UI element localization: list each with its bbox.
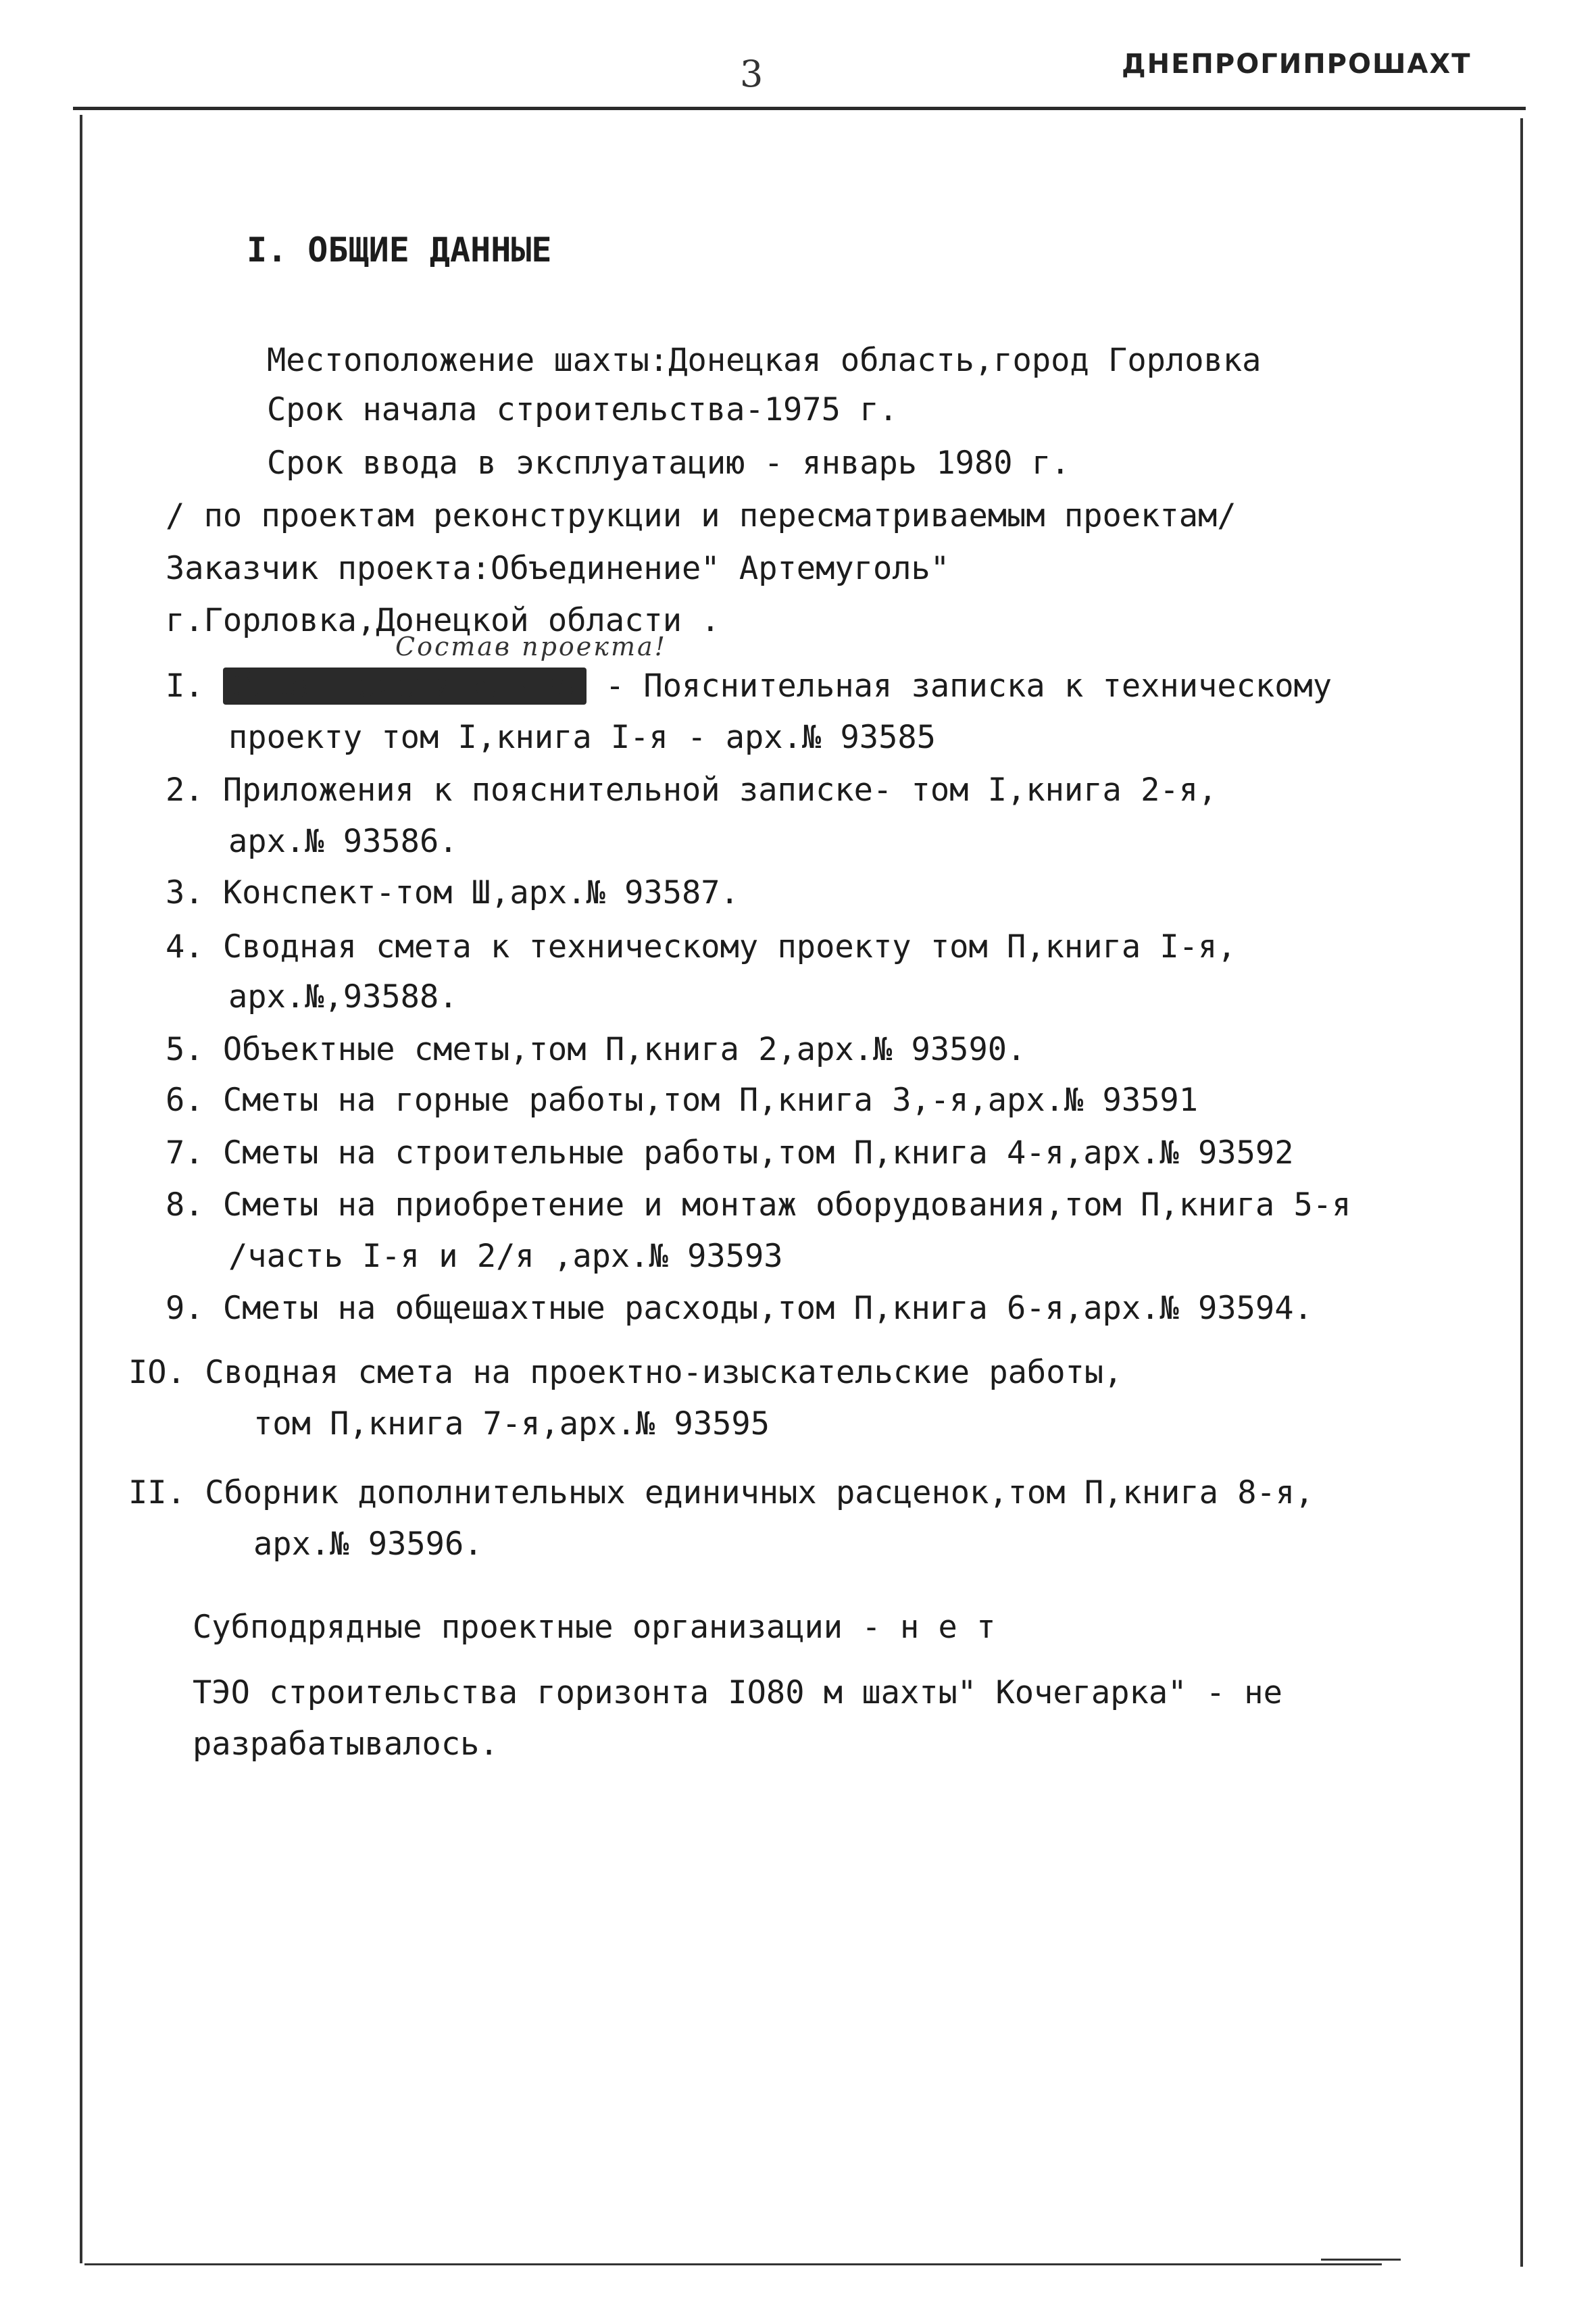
item-number: 3. [166,874,204,911]
list-item [128,1354,1123,1391]
frame-top-border [73,107,1526,110]
frame-bottom-mark [1321,2259,1401,2261]
list-item [166,874,739,911]
projects-note-line: / по проектам реконструкции и пересматриваемым проектам/ [166,497,1237,534]
item-text: Сборник дополнительных единичных расценок,том П,книга 8-я, [205,1474,1314,1511]
construction-start-line: Срок начала строительства-1975 г. [267,391,898,428]
item-text: Сметы на приобретение и монтаж оборудования,том П,книга 5-я [222,1186,1351,1224]
handwritten-note: Состав проекта! [395,632,667,661]
item-text: - Пояснительная записка к техническому [605,668,1332,705]
item-continuation: арх.№ 93586. [228,823,458,860]
item-text: Конспект-том Ш,арх.№ 93587. [222,874,739,911]
item-number: II. [128,1474,186,1511]
list-item [166,772,1218,809]
location-line: Местоположение шахты:Донецкая область,город Горловка [267,342,1262,379]
struck-out-label: Общая пояснительная [222,668,587,705]
item-continuation: том П,книга 7-я,арх.№ 93595 [253,1405,770,1442]
list-item [166,1134,1294,1172]
item-continuation: /часть I-я и 2/я ,арх.№ 93593 [228,1238,783,1275]
item-continuation: арх.№ 93596. [253,1526,483,1563]
organization-header: ДНЕПРОГИПРОШАХТ [1122,49,1472,80]
list-item [166,1082,1199,1119]
item-number: 4. [166,928,204,965]
item-text: Сметы на горные работы,том П,книга 3,-я,арх.№ 93591 [222,1082,1199,1119]
item-continuation: арх.№,93588. [228,978,458,1015]
subcontractors-line: Субподрядные проектные организации - н е т [193,1609,996,1646]
frame-left-border [80,115,82,2263]
item-text: Объектные сметы,том П,книга 2,арх.№ 93590. [222,1031,1026,1068]
item-number: 8. [166,1186,204,1224]
item-text: Сводная смета на проектно-изыскательские работы, [205,1354,1123,1391]
list-item [166,668,1332,705]
frame-right-border [1520,118,1523,2267]
frame-bottom-border [84,2263,1382,2265]
list-item [166,1186,1351,1224]
item-number: 6. [166,1082,204,1119]
feasibility-line: ТЭО строительства горизонта IO80 м шахты" Кочегарка" - не [193,1674,1282,1711]
item-text: Сметы на строительные работы,том П,книга 4-я,арх.№ 93592 [222,1134,1294,1172]
list-item [166,1031,1026,1068]
list-item [166,1290,1313,1327]
commissioning-line: Срок ввода в эксплуатацию - январь 1980 г. [267,445,1070,482]
item-text: Сметы на общешахтные расходы,том П,книга 6-я,арх.№ 93594. [222,1290,1313,1327]
item-text: Приложения к пояснительной записке- том I,книга 2-я, [222,772,1218,809]
item-number: 9. [166,1290,204,1327]
item-number: 7. [166,1134,204,1172]
item-number: IO. [128,1354,186,1391]
customer-line: Заказчик проекта:Объединение" Артемуголь" [166,550,950,587]
item-number: I. [166,668,204,705]
list-item [128,1474,1314,1511]
feasibility-line-continuation: разрабатывалось. [193,1726,499,1763]
section-title: I. ОБЩИЕ ДАННЫЕ [247,230,552,270]
customer-city-line: г.Горловка,Донецкой области . [166,602,720,639]
item-text: Сводная смета к техническому проекту том П,книга I-я, [222,928,1237,965]
item-continuation: проекту том I,книга I-я - арх.№ 93585 [228,719,936,756]
page-number: 3 [740,53,764,95]
item-number: 5. [166,1031,204,1068]
list-item [166,928,1237,965]
item-number: 2. [166,772,204,809]
